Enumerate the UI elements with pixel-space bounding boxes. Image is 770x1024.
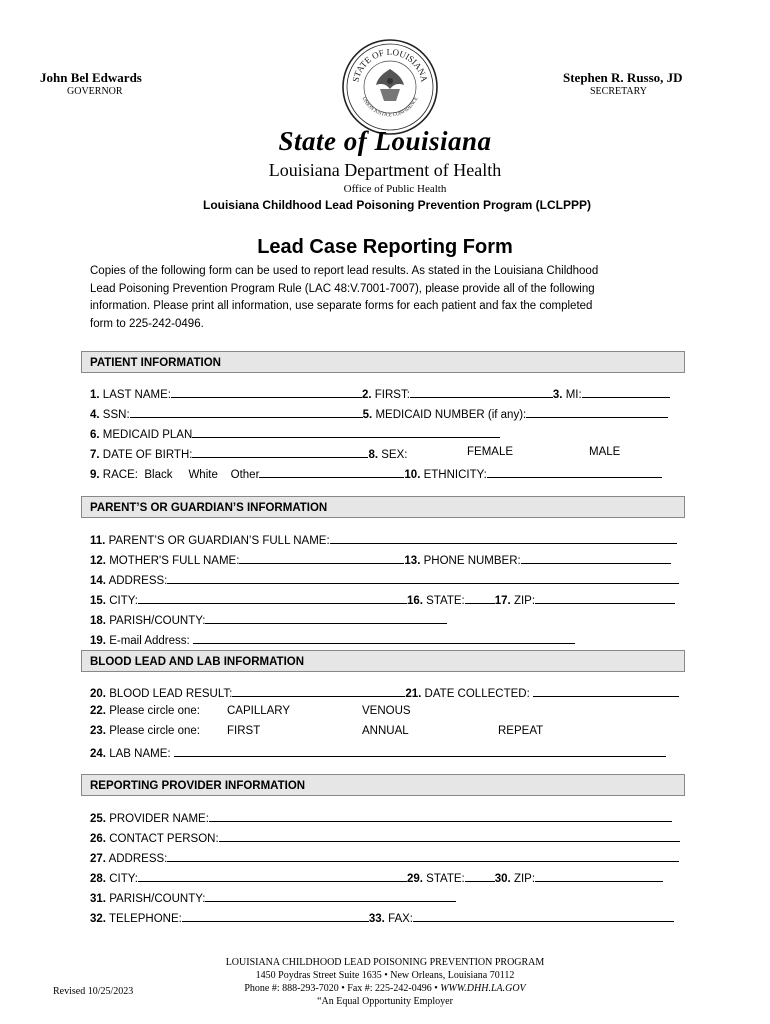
test-option-repeat[interactable]: REPEAT (498, 725, 544, 737)
first-name-input[interactable] (410, 384, 553, 398)
race-other-input[interactable] (259, 464, 404, 478)
field-row: 11. PARENT’S OR GUARDIAN’S FULL NAME: (90, 530, 677, 546)
test-option-first[interactable]: FIRST (227, 725, 261, 737)
field-row: 24. LAB NAME: (90, 743, 666, 759)
field-row: 32. TELEPHONE: 33. FAX: (90, 908, 674, 924)
intro-line: Lead Poisoning Prevention Program Rule (LAC 48:V.7001-7007), please provide all of the following (90, 282, 595, 295)
provider-name-input[interactable] (209, 808, 672, 822)
program-name: Louisiana Childhood Lead Poisoning Prevention Program (LCLPPP) (202, 198, 592, 212)
ethnicity-input[interactable] (487, 464, 662, 478)
date-collected-input[interactable] (533, 683, 679, 697)
secretary-title: SECRETARY (590, 86, 647, 97)
office-name: Office of Public Health (343, 183, 447, 195)
field-row: 14. ADDRESS: (90, 570, 679, 586)
footer-address: 1450 Poydras Street Suite 1635 • New Orleans, Louisiana 70112 (255, 970, 515, 981)
field-row: 19. E-mail Address: (90, 630, 575, 646)
sample-option-venous[interactable]: VENOUS (362, 705, 411, 717)
state-seal (340, 37, 440, 137)
field-row: 12. MOTHER'S FULL NAME: 13. PHONE NUMBER: (90, 550, 671, 566)
field-row: 6. MEDICAID PLAN (90, 424, 500, 440)
governor-name: John Bel Edwards (40, 70, 142, 85)
section-header-patient: PATIENT INFORMATION (81, 351, 685, 373)
field-row: 31. PARISH/COUNTY: (90, 888, 456, 904)
provider-parish-input[interactable] (205, 888, 456, 902)
footer-contact: Phone #: 888-293-7020 • Fax #: 225-242-0496 • WWW.DHH.LA.GOV (244, 983, 526, 994)
intro-line: information. Please print all information, use separate forms for each patient and fax the completed (90, 300, 593, 312)
governor-title: GOVERNOR (67, 86, 123, 97)
revised-date: Revised 10/25/2023 (53, 986, 134, 997)
sample-option-capillary[interactable]: CAPILLARY (227, 705, 291, 717)
svg-text:UNION JUSTICE CONFIDENCE: UNION JUSTICE CONFIDENCE (360, 96, 420, 119)
intro-line: form to 225-242-0496. (90, 317, 204, 330)
race-option-other[interactable]: Other (230, 469, 260, 481)
provider-address-input[interactable] (167, 848, 679, 862)
field-row: 4. SSN: 5. MEDICAID NUMBER (if any): (90, 404, 668, 420)
provider-city-input[interactable] (138, 868, 407, 882)
field-row: 9. RACE: Black White Other 10. ETHNICITY: (90, 464, 662, 480)
sex-option-female[interactable]: FEMALE (467, 446, 514, 458)
dob-input[interactable] (192, 444, 368, 458)
sex-option-male[interactable]: MALE (589, 446, 621, 458)
footer-block (0, 956, 770, 1008)
footer-program: LOUISIANA CHILDHOOD LEAD POISONING PREVENTION PROGRAM (225, 957, 545, 968)
zip-input[interactable] (535, 590, 675, 604)
phone-number-input[interactable] (521, 550, 671, 564)
secretary-name: Stephen R. Russo, JD (563, 70, 683, 85)
intro-text (90, 263, 598, 333)
field-row: 18. PARISH/COUNTY: (90, 610, 447, 626)
department-name: Louisiana Department of Health (268, 160, 502, 180)
last-name-input[interactable] (171, 384, 362, 398)
fax-input[interactable] (413, 908, 674, 922)
blood-lead-result-input[interactable] (232, 683, 405, 697)
ssn-input[interactable] (130, 404, 363, 418)
address-input[interactable] (167, 570, 679, 584)
test-option-annual[interactable]: ANNUAL (362, 725, 409, 737)
guardian-name-input[interactable] (330, 530, 677, 544)
section-header-lab: BLOOD LEAD AND LAB INFORMATION (81, 650, 685, 672)
mi-input[interactable] (582, 384, 670, 398)
state-title: State of Louisiana (278, 126, 492, 156)
field-row: 20. BLOOD LEAD RESULT: 21. DATE COLLECTED: (90, 683, 679, 699)
field-row: 25. PROVIDER NAME: (90, 808, 672, 824)
telephone-input[interactable] (182, 908, 369, 922)
field-row: 7. DATE OF BIRTH: 8. SEX: (90, 444, 407, 460)
medicaid-number-input[interactable] (526, 404, 668, 418)
lab-name-input[interactable] (174, 743, 666, 757)
provider-state-input[interactable] (465, 868, 495, 882)
section-header-provider: REPORTING PROVIDER INFORMATION (81, 774, 685, 796)
svg-text:STATE OF LOUISIANA: STATE OF LOUISIANA (350, 46, 430, 83)
field-row: 27. ADDRESS: (90, 848, 679, 864)
field-row: 1. LAST NAME: 2. FIRST: 3. MI: (90, 384, 670, 400)
race-option-white[interactable]: White (188, 469, 218, 481)
contact-person-input[interactable] (219, 828, 680, 842)
state-input[interactable] (465, 590, 495, 604)
field-row: 15. CITY: 16. STATE: 17. ZIP: (90, 590, 675, 606)
form-title: Lead Case Reporting Form (257, 236, 513, 258)
intro-line: Copies of the following form can be used to report lead results. As stated in the Louisiana Childhood (90, 265, 599, 277)
field-row: 23. Please circle one: (90, 725, 200, 737)
provider-zip-input[interactable] (535, 868, 663, 882)
race-option-black[interactable]: Black (144, 469, 173, 481)
section-header-guardian: PARENT’S OR GUARDIAN’S INFORMATION (81, 496, 685, 518)
mother-name-input[interactable] (239, 550, 404, 564)
footer-eoe: “An Equal Opportunity Employer (317, 996, 453, 1007)
city-input[interactable] (138, 590, 407, 604)
field-row: 26. CONTACT PERSON: (90, 828, 680, 844)
field-row: 22. Please circle one: (90, 705, 200, 717)
field-row: 28. CITY: 29. STATE: 30. ZIP: (90, 868, 663, 884)
parish-input[interactable] (205, 610, 447, 624)
email-input[interactable] (193, 630, 575, 644)
website-link[interactable]: WWW.DHH.LA.GOV (440, 983, 526, 994)
medicaid-plan-input[interactable] (192, 424, 500, 438)
